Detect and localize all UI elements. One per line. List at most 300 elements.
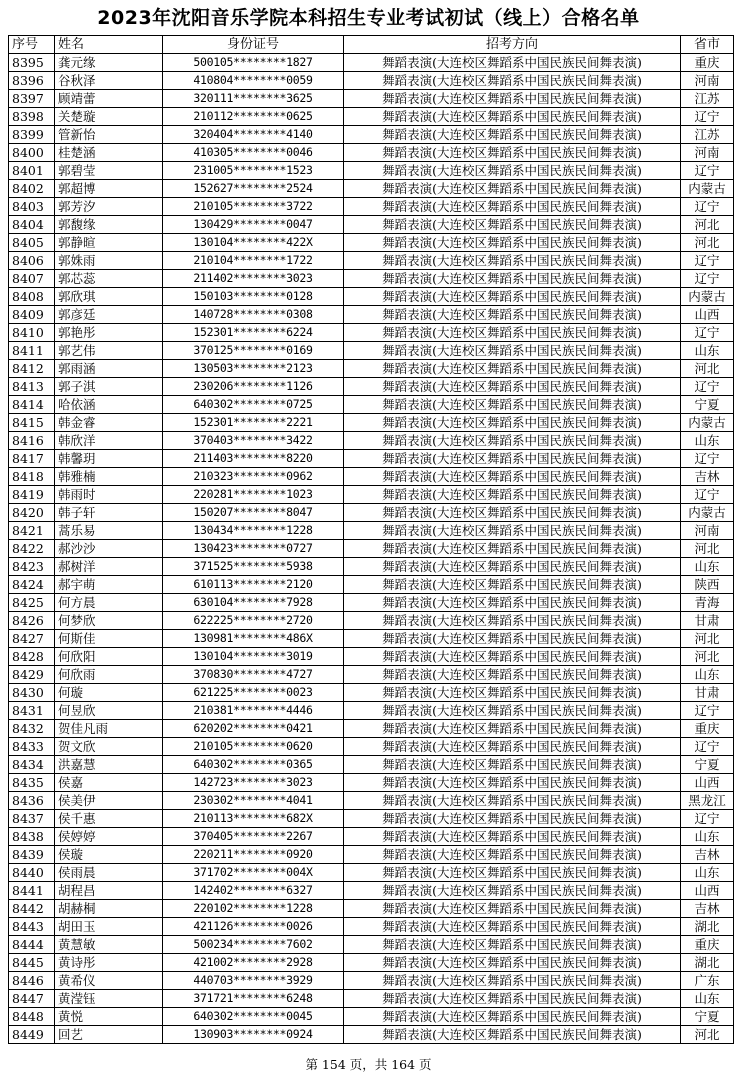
table-row xyxy=(9,774,734,792)
cell-name: 郭艺伟 xyxy=(55,342,163,360)
table-row xyxy=(9,648,734,666)
cell-name: 顾靖蕾 xyxy=(55,90,163,108)
cell-name: 侯美伊 xyxy=(55,792,163,810)
cell-direction: 舞蹈表演(大连校区舞蹈系中国民族民间舞表演) xyxy=(344,198,681,216)
cell-seq: 8422 xyxy=(9,540,55,558)
table-row xyxy=(9,720,734,738)
cell-seq: 8419 xyxy=(9,486,55,504)
cell-province: 内蒙古 xyxy=(681,180,734,198)
cell-direction: 舞蹈表演(大连校区舞蹈系中国民族民间舞表演) xyxy=(344,990,681,1008)
table-row xyxy=(9,576,734,594)
cell-province: 山东 xyxy=(681,990,734,1008)
cell-seq: 8407 xyxy=(9,270,55,288)
cell-seq: 8427 xyxy=(9,630,55,648)
cell-direction: 舞蹈表演(大连校区舞蹈系中国民族民间舞表演) xyxy=(344,540,681,558)
cell-seq: 8440 xyxy=(9,864,55,882)
table-row xyxy=(9,936,734,954)
table-row xyxy=(9,252,734,270)
cell-province: 山东 xyxy=(681,828,734,846)
cell-seq: 8435 xyxy=(9,774,55,792)
cell-seq: 8418 xyxy=(9,468,55,486)
table-row xyxy=(9,900,734,918)
cell-id: 142723********3023 xyxy=(163,774,344,792)
cell-name: 郭子淇 xyxy=(55,378,163,396)
table-row xyxy=(9,414,734,432)
cell-name: 胡程昌 xyxy=(55,882,163,900)
table-header-row xyxy=(9,36,734,54)
table-row xyxy=(9,810,734,828)
cell-name: 郭姝雨 xyxy=(55,252,163,270)
cell-name: 郭艳彤 xyxy=(55,324,163,342)
cell-direction: 舞蹈表演(大连校区舞蹈系中国民族民间舞表演) xyxy=(344,576,681,594)
cell-name: 黄滢钰 xyxy=(55,990,163,1008)
cell-direction: 舞蹈表演(大连校区舞蹈系中国民族民间舞表演) xyxy=(344,522,681,540)
cell-province: 山东 xyxy=(681,432,734,450)
table-row xyxy=(9,1026,734,1044)
cell-name: 韩金睿 xyxy=(55,414,163,432)
cell-seq: 8401 xyxy=(9,162,55,180)
cell-direction: 舞蹈表演(大连校区舞蹈系中国民族民间舞表演) xyxy=(344,792,681,810)
cell-name: 回艺 xyxy=(55,1026,163,1044)
cell-id: 622225********2720 xyxy=(163,612,344,630)
cell-province: 江苏 xyxy=(681,126,734,144)
cell-id: 620202********0421 xyxy=(163,720,344,738)
cell-id: 621225********0023 xyxy=(163,684,344,702)
table-row xyxy=(9,792,734,810)
cell-province: 河南 xyxy=(681,144,734,162)
cell-seq: 8443 xyxy=(9,918,55,936)
cell-id: 371721********6248 xyxy=(163,990,344,1008)
cell-seq: 8405 xyxy=(9,234,55,252)
cell-name: 郭彦廷 xyxy=(55,306,163,324)
table-row xyxy=(9,270,734,288)
cell-id: 421002********2928 xyxy=(163,954,344,972)
cell-direction: 舞蹈表演(大连校区舞蹈系中国民族民间舞表演) xyxy=(344,468,681,486)
cell-id: 130434********1228 xyxy=(163,522,344,540)
cell-id: 630104********7928 xyxy=(163,594,344,612)
cell-name: 谷秋泽 xyxy=(55,72,163,90)
cell-province: 山西 xyxy=(681,882,734,900)
cell-direction: 舞蹈表演(大连校区舞蹈系中国民族民间舞表演) xyxy=(344,378,681,396)
cell-direction: 舞蹈表演(大连校区舞蹈系中国民族民间舞表演) xyxy=(344,306,681,324)
cell-seq: 8445 xyxy=(9,954,55,972)
cell-seq: 8447 xyxy=(9,990,55,1008)
cell-id: 210113********682X xyxy=(163,810,344,828)
cell-id: 210323********0962 xyxy=(163,468,344,486)
cell-province: 河北 xyxy=(681,360,734,378)
cell-name: 韩欣洋 xyxy=(55,432,163,450)
cell-province: 山东 xyxy=(681,864,734,882)
table-row xyxy=(9,954,734,972)
cell-name: 哈依涵 xyxy=(55,396,163,414)
cell-name: 郭芯蕊 xyxy=(55,270,163,288)
cell-id: 640302********0725 xyxy=(163,396,344,414)
cell-province: 辽宁 xyxy=(681,198,734,216)
cell-seq: 8429 xyxy=(9,666,55,684)
cell-id: 130429********0047 xyxy=(163,216,344,234)
cell-seq: 8446 xyxy=(9,972,55,990)
cell-id: 421126********0026 xyxy=(163,918,344,936)
cell-seq: 8438 xyxy=(9,828,55,846)
cell-province: 陕西 xyxy=(681,576,734,594)
cell-direction: 舞蹈表演(大连校区舞蹈系中国民族民间舞表演) xyxy=(344,162,681,180)
cell-id: 142402********6327 xyxy=(163,882,344,900)
cell-name: 郭芳汐 xyxy=(55,198,163,216)
cell-name: 何方晨 xyxy=(55,594,163,612)
cell-seq: 8396 xyxy=(9,72,55,90)
cell-id: 220102********1228 xyxy=(163,900,344,918)
table-row xyxy=(9,360,734,378)
cell-seq: 8397 xyxy=(9,90,55,108)
cell-id: 220211********0920 xyxy=(163,846,344,864)
cell-name: 郝宇萌 xyxy=(55,576,163,594)
table-row xyxy=(9,756,734,774)
cell-name: 侯雨晨 xyxy=(55,864,163,882)
cell-direction: 舞蹈表演(大连校区舞蹈系中国民族民间舞表演) xyxy=(344,774,681,792)
table-row xyxy=(9,630,734,648)
table-row xyxy=(9,612,734,630)
cell-direction: 舞蹈表演(大连校区舞蹈系中国民族民间舞表演) xyxy=(344,90,681,108)
cell-direction: 舞蹈表演(大连校区舞蹈系中国民族民间舞表演) xyxy=(344,72,681,90)
cell-province: 宁夏 xyxy=(681,1008,734,1026)
cell-name: 郭馥缘 xyxy=(55,216,163,234)
cell-province: 山东 xyxy=(681,558,734,576)
cell-seq: 8410 xyxy=(9,324,55,342)
cell-direction: 舞蹈表演(大连校区舞蹈系中国民族民间舞表演) xyxy=(344,234,681,252)
cell-id: 320111********3625 xyxy=(163,90,344,108)
cell-name: 何斯佳 xyxy=(55,630,163,648)
cell-direction: 舞蹈表演(大连校区舞蹈系中国民族民间舞表演) xyxy=(344,810,681,828)
cell-province: 河北 xyxy=(681,234,734,252)
cell-seq: 8399 xyxy=(9,126,55,144)
cell-direction: 舞蹈表演(大连校区舞蹈系中国民族民间舞表演) xyxy=(344,180,681,198)
cell-province: 湖北 xyxy=(681,954,734,972)
cell-province: 湖北 xyxy=(681,918,734,936)
cell-province: 河北 xyxy=(681,540,734,558)
cell-name: 何璇 xyxy=(55,684,163,702)
cell-province: 内蒙古 xyxy=(681,504,734,522)
cell-id: 210104********1722 xyxy=(163,252,344,270)
cell-seq: 8428 xyxy=(9,648,55,666)
cell-direction: 舞蹈表演(大连校区舞蹈系中国民族民间舞表演) xyxy=(344,756,681,774)
table-row xyxy=(9,234,734,252)
page-footer: 第 154 页，共 164 页 xyxy=(305,1057,432,1072)
results-table xyxy=(8,35,734,1044)
cell-province: 内蒙古 xyxy=(681,288,734,306)
table-row xyxy=(9,558,734,576)
cell-direction: 舞蹈表演(大连校区舞蹈系中国民族民间舞表演) xyxy=(344,900,681,918)
table-row xyxy=(9,468,734,486)
cell-seq: 8424 xyxy=(9,576,55,594)
cell-direction: 舞蹈表演(大连校区舞蹈系中国民族民间舞表演) xyxy=(344,504,681,522)
cell-direction: 舞蹈表演(大连校区舞蹈系中国民族民间舞表演) xyxy=(344,360,681,378)
cell-direction: 舞蹈表演(大连校区舞蹈系中国民族民间舞表演) xyxy=(344,612,681,630)
cell-id: 371702********004X xyxy=(163,864,344,882)
cell-direction: 舞蹈表演(大连校区舞蹈系中国民族民间舞表演) xyxy=(344,216,681,234)
table-row xyxy=(9,198,734,216)
cell-seq: 8408 xyxy=(9,288,55,306)
table-row xyxy=(9,108,734,126)
cell-province: 辽宁 xyxy=(681,738,734,756)
cell-direction: 舞蹈表演(大连校区舞蹈系中国民族民间舞表演) xyxy=(344,108,681,126)
table-body xyxy=(9,54,734,1044)
cell-name: 郭雨涵 xyxy=(55,360,163,378)
cell-id: 370403********3422 xyxy=(163,432,344,450)
table-row xyxy=(9,72,734,90)
table-row xyxy=(9,540,734,558)
cell-id: 500234********7602 xyxy=(163,936,344,954)
cell-province: 辽宁 xyxy=(681,486,734,504)
cell-direction: 舞蹈表演(大连校区舞蹈系中国民族民间舞表演) xyxy=(344,126,681,144)
cell-province: 河北 xyxy=(681,648,734,666)
cell-name: 韩雅楠 xyxy=(55,468,163,486)
cell-id: 410305********0046 xyxy=(163,144,344,162)
cell-name: 韩雨时 xyxy=(55,486,163,504)
header-province: 省市 xyxy=(681,36,734,54)
cell-direction: 舞蹈表演(大连校区舞蹈系中国民族民间舞表演) xyxy=(344,738,681,756)
cell-id: 370405********2267 xyxy=(163,828,344,846)
cell-name: 郭碧莹 xyxy=(55,162,163,180)
cell-name: 何昱欣 xyxy=(55,702,163,720)
cell-direction: 舞蹈表演(大连校区舞蹈系中国民族民间舞表演) xyxy=(344,558,681,576)
table-row xyxy=(9,306,734,324)
cell-name: 龚元缘 xyxy=(55,54,163,72)
cell-id: 640302********0045 xyxy=(163,1008,344,1026)
cell-name: 黄慧敏 xyxy=(55,936,163,954)
cell-seq: 8416 xyxy=(9,432,55,450)
cell-seq: 8431 xyxy=(9,702,55,720)
cell-direction: 舞蹈表演(大连校区舞蹈系中国民族民间舞表演) xyxy=(344,1008,681,1026)
cell-seq: 8434 xyxy=(9,756,55,774)
table-row xyxy=(9,324,734,342)
cell-seq: 8442 xyxy=(9,900,55,918)
cell-province: 黑龙江 xyxy=(681,792,734,810)
cell-direction: 舞蹈表演(大连校区舞蹈系中国民族民间舞表演) xyxy=(344,828,681,846)
cell-province: 河北 xyxy=(681,1026,734,1044)
header-name: 姓名 xyxy=(55,36,163,54)
header-seq: 序号 xyxy=(9,36,55,54)
cell-id: 370830********4727 xyxy=(163,666,344,684)
table-row xyxy=(9,882,734,900)
cell-id: 210105********3722 xyxy=(163,198,344,216)
cell-name: 郭超博 xyxy=(55,180,163,198)
cell-name: 桂楚涵 xyxy=(55,144,163,162)
cell-name: 韩子轩 xyxy=(55,504,163,522)
cell-province: 宁夏 xyxy=(681,756,734,774)
cell-id: 210381********4446 xyxy=(163,702,344,720)
cell-id: 610113********2120 xyxy=(163,576,344,594)
cell-seq: 8436 xyxy=(9,792,55,810)
table-row xyxy=(9,666,734,684)
cell-province: 山东 xyxy=(681,666,734,684)
cell-id: 231005********1523 xyxy=(163,162,344,180)
table-row xyxy=(9,846,734,864)
cell-province: 吉林 xyxy=(681,468,734,486)
cell-name: 黄希仪 xyxy=(55,972,163,990)
cell-seq: 8441 xyxy=(9,882,55,900)
table-row xyxy=(9,288,734,306)
cell-direction: 舞蹈表演(大连校区舞蹈系中国民族民间舞表演) xyxy=(344,1026,681,1044)
cell-id: 211403********8220 xyxy=(163,450,344,468)
cell-direction: 舞蹈表演(大连校区舞蹈系中国民族民间舞表演) xyxy=(344,864,681,882)
cell-name: 郝树洋 xyxy=(55,558,163,576)
table-row xyxy=(9,990,734,1008)
cell-direction: 舞蹈表演(大连校区舞蹈系中国民族民间舞表演) xyxy=(344,648,681,666)
cell-name: 侯千惠 xyxy=(55,810,163,828)
cell-seq: 8412 xyxy=(9,360,55,378)
cell-name: 郭欣琪 xyxy=(55,288,163,306)
cell-seq: 8406 xyxy=(9,252,55,270)
cell-id: 130104********3019 xyxy=(163,648,344,666)
cell-direction: 舞蹈表演(大连校区舞蹈系中国民族民间舞表演) xyxy=(344,918,681,936)
page-title: 2023年沈阳音乐学院本科招生专业考试初试（线上）合格名单 xyxy=(97,7,640,29)
cell-province: 辽宁 xyxy=(681,162,734,180)
cell-id: 230302********4041 xyxy=(163,792,344,810)
cell-seq: 8430 xyxy=(9,684,55,702)
cell-id: 371525********5938 xyxy=(163,558,344,576)
table-row xyxy=(9,972,734,990)
cell-direction: 舞蹈表演(大连校区舞蹈系中国民族民间舞表演) xyxy=(344,630,681,648)
cell-province: 甘肃 xyxy=(681,612,734,630)
cell-id: 130104********422X xyxy=(163,234,344,252)
cell-province: 重庆 xyxy=(681,54,734,72)
cell-direction: 舞蹈表演(大连校区舞蹈系中国民族民间舞表演) xyxy=(344,486,681,504)
cell-province: 辽宁 xyxy=(681,378,734,396)
cell-province: 宁夏 xyxy=(681,396,734,414)
table-row xyxy=(9,594,734,612)
cell-seq: 8411 xyxy=(9,342,55,360)
cell-name: 何梦欣 xyxy=(55,612,163,630)
cell-direction: 舞蹈表演(大连校区舞蹈系中国民族民间舞表演) xyxy=(344,144,681,162)
cell-direction: 舞蹈表演(大连校区舞蹈系中国民族民间舞表演) xyxy=(344,972,681,990)
cell-direction: 舞蹈表演(大连校区舞蹈系中国民族民间舞表演) xyxy=(344,342,681,360)
cell-seq: 8402 xyxy=(9,180,55,198)
cell-seq: 8414 xyxy=(9,396,55,414)
cell-direction: 舞蹈表演(大连校区舞蹈系中国民族民间舞表演) xyxy=(344,594,681,612)
cell-name: 胡田玉 xyxy=(55,918,163,936)
cell-direction: 舞蹈表演(大连校区舞蹈系中国民族民间舞表演) xyxy=(344,54,681,72)
cell-seq: 8413 xyxy=(9,378,55,396)
table-row xyxy=(9,342,734,360)
cell-id: 130503********2123 xyxy=(163,360,344,378)
cell-province: 广东 xyxy=(681,972,734,990)
cell-id: 150207********8047 xyxy=(163,504,344,522)
table-row xyxy=(9,486,734,504)
cell-direction: 舞蹈表演(大连校区舞蹈系中国民族民间舞表演) xyxy=(344,954,681,972)
cell-id: 500105********1827 xyxy=(163,54,344,72)
cell-name: 侯嘉 xyxy=(55,774,163,792)
cell-seq: 8395 xyxy=(9,54,55,72)
cell-direction: 舞蹈表演(大连校区舞蹈系中国民族民间舞表演) xyxy=(344,702,681,720)
table-row xyxy=(9,432,734,450)
cell-seq: 8448 xyxy=(9,1008,55,1026)
cell-id: 210112********0625 xyxy=(163,108,344,126)
cell-province: 江苏 xyxy=(681,90,734,108)
cell-province: 山东 xyxy=(681,342,734,360)
header-id: 身份证号 xyxy=(163,36,344,54)
table-row xyxy=(9,738,734,756)
table-row xyxy=(9,54,734,72)
cell-name: 黄悦 xyxy=(55,1008,163,1026)
cell-seq: 8449 xyxy=(9,1026,55,1044)
cell-seq: 8426 xyxy=(9,612,55,630)
cell-seq: 8425 xyxy=(9,594,55,612)
table-row xyxy=(9,396,734,414)
cell-name: 洪嘉慧 xyxy=(55,756,163,774)
cell-seq: 8432 xyxy=(9,720,55,738)
table-row xyxy=(9,702,734,720)
cell-province: 河南 xyxy=(681,72,734,90)
table-row xyxy=(9,864,734,882)
cell-seq: 8403 xyxy=(9,198,55,216)
cell-seq: 8415 xyxy=(9,414,55,432)
cell-seq: 8439 xyxy=(9,846,55,864)
cell-province: 内蒙古 xyxy=(681,414,734,432)
table-row xyxy=(9,126,734,144)
cell-province: 山西 xyxy=(681,774,734,792)
cell-id: 230206********1126 xyxy=(163,378,344,396)
cell-name: 郭静暄 xyxy=(55,234,163,252)
cell-name: 贺文欣 xyxy=(55,738,163,756)
cell-direction: 舞蹈表演(大连校区舞蹈系中国民族民间舞表演) xyxy=(344,288,681,306)
table-row xyxy=(9,162,734,180)
table-row xyxy=(9,378,734,396)
cell-province: 青海 xyxy=(681,594,734,612)
table-row xyxy=(9,684,734,702)
cell-direction: 舞蹈表演(大连校区舞蹈系中国民族民间舞表演) xyxy=(344,450,681,468)
cell-name: 关楚璇 xyxy=(55,108,163,126)
table-row xyxy=(9,1008,734,1026)
cell-seq: 8437 xyxy=(9,810,55,828)
cell-name: 何欣阳 xyxy=(55,648,163,666)
cell-name: 蒿乐易 xyxy=(55,522,163,540)
cell-province: 辽宁 xyxy=(681,108,734,126)
table-row xyxy=(9,180,734,198)
cell-name: 黄诗彤 xyxy=(55,954,163,972)
cell-name: 何欣雨 xyxy=(55,666,163,684)
table-row xyxy=(9,144,734,162)
cell-seq: 8417 xyxy=(9,450,55,468)
table-row xyxy=(9,828,734,846)
cell-id: 410804********0059 xyxy=(163,72,344,90)
cell-province: 重庆 xyxy=(681,936,734,954)
cell-direction: 舞蹈表演(大连校区舞蹈系中国民族民间舞表演) xyxy=(344,720,681,738)
cell-id: 640302********0365 xyxy=(163,756,344,774)
cell-direction: 舞蹈表演(大连校区舞蹈系中国民族民间舞表演) xyxy=(344,846,681,864)
cell-direction: 舞蹈表演(大连校区舞蹈系中国民族民间舞表演) xyxy=(344,936,681,954)
cell-direction: 舞蹈表演(大连校区舞蹈系中国民族民间舞表演) xyxy=(344,666,681,684)
cell-id: 152301********2221 xyxy=(163,414,344,432)
cell-direction: 舞蹈表演(大连校区舞蹈系中国民族民间舞表演) xyxy=(344,432,681,450)
cell-province: 重庆 xyxy=(681,720,734,738)
table-row xyxy=(9,504,734,522)
cell-id: 140728********0308 xyxy=(163,306,344,324)
cell-name: 韩馨玥 xyxy=(55,450,163,468)
cell-province: 辽宁 xyxy=(681,450,734,468)
cell-seq: 8420 xyxy=(9,504,55,522)
cell-province: 辽宁 xyxy=(681,702,734,720)
cell-id: 130903********0924 xyxy=(163,1026,344,1044)
cell-province: 河北 xyxy=(681,630,734,648)
cell-id: 152301********6224 xyxy=(163,324,344,342)
cell-id: 440703********3929 xyxy=(163,972,344,990)
cell-seq: 8409 xyxy=(9,306,55,324)
table-row xyxy=(9,90,734,108)
cell-name: 管新怡 xyxy=(55,126,163,144)
cell-name: 贺佳凡雨 xyxy=(55,720,163,738)
cell-direction: 舞蹈表演(大连校区舞蹈系中国民族民间舞表演) xyxy=(344,414,681,432)
cell-id: 211402********3023 xyxy=(163,270,344,288)
